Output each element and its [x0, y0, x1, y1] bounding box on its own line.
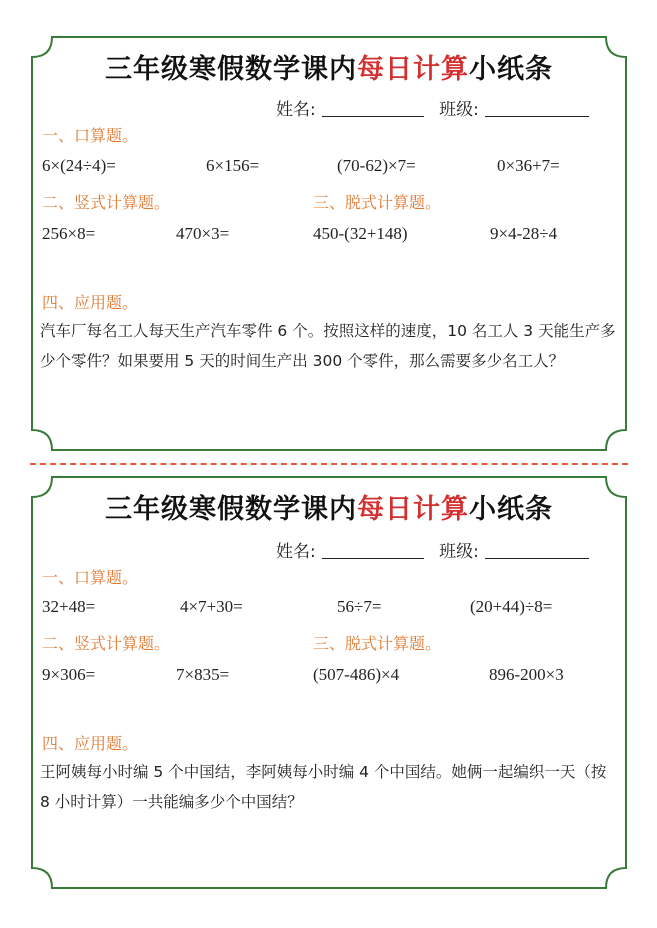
oral-problem: (20+44)÷8= [470, 597, 553, 616]
name-blank[interactable] [322, 102, 424, 117]
section-word-problem-title: 四、应用题。 [42, 293, 139, 312]
oral-problem: 32+48= [42, 597, 96, 616]
written-problem: 7×835= [176, 665, 230, 684]
section-vertical-title: 二、竖式计算题。 [42, 193, 171, 212]
section-oral-title: 一、口算题。 [42, 126, 139, 145]
written-problem: 450-(32+148) [313, 224, 408, 243]
written-problem: 9×306= [42, 665, 96, 684]
oral-problem: 4×7+30= [180, 597, 243, 616]
worksheet-title: 三年级寒假数学课内每日计算小纸条 [105, 494, 553, 525]
word-problem-text: 王阿姨每小时编 5 个中国结，李阿姨每小时编 4 个中国结。她俩一起编织一天（按 8 小时计算）一共能编多少个中国结？ [40, 763, 607, 811]
section-oral-title: 一、口算题。 [42, 568, 139, 587]
name-label: 姓名: [276, 542, 316, 562]
cut-line-divider [30, 463, 628, 465]
oral-problem: 0×36+7= [497, 156, 560, 175]
oral-problem: (70-62)×7= [337, 156, 416, 175]
name-class-row [276, 95, 589, 120]
name-label: 姓名: [276, 100, 316, 120]
section-word-problem-title: 四、应用题。 [42, 734, 139, 753]
section-stepwise-title: 三、脱式计算题。 [313, 634, 442, 653]
section-stepwise-title: 三、脱式计算题。 [313, 193, 442, 212]
worksheet-card-2 [30, 475, 628, 890]
written-problem: 256×8= [42, 224, 96, 243]
worksheet-title: 三年级寒假数学课内每日计算小纸条 [105, 54, 553, 85]
class-blank[interactable] [485, 102, 589, 117]
class-label: 班级: [439, 100, 479, 120]
class-label: 班级: [439, 542, 479, 562]
written-problem: 470×3= [176, 224, 230, 243]
name-blank[interactable] [322, 544, 424, 559]
oral-problem: 6×(24÷4)= [42, 156, 116, 175]
oral-problem: 56÷7= [337, 597, 382, 616]
written-problem: (507-486)×4 [313, 665, 400, 684]
word-problem-text: 汽车厂每名工人每天生产汽车零件 6 个。按照这样的速度，10 名工人 3 天能生产多少个零件？如果要用 5 天的时间生产出 300 个零件，那么需要多少名工人？ [40, 322, 616, 370]
oral-problem: 6×156= [206, 156, 260, 175]
name-class-row [276, 537, 589, 562]
written-problem: 896-200×3 [489, 665, 564, 684]
section-vertical-title: 二、竖式计算题。 [42, 634, 171, 653]
class-blank[interactable] [485, 544, 589, 559]
worksheet-card-1 [30, 35, 628, 452]
written-problem: 9×4-28÷4 [490, 224, 558, 243]
